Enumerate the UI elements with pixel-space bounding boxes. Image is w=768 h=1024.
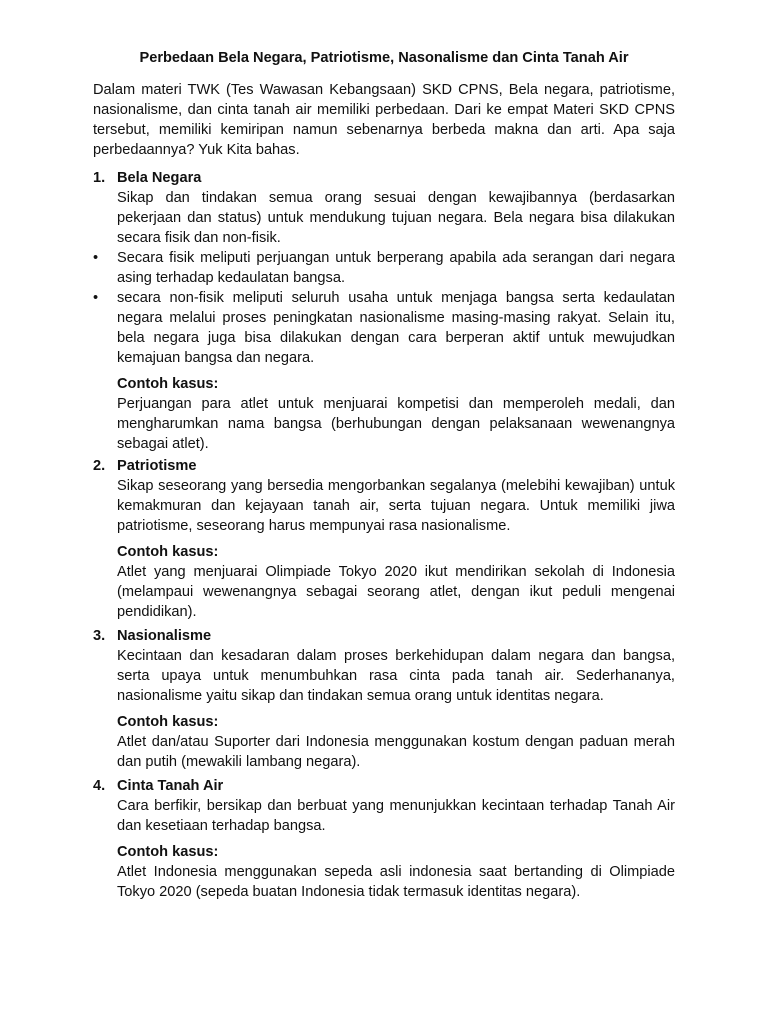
section-body: Sikap dan tindakan semua orang sesuai dengan kewajibannya (berdasarkan pekerjaan dan status) untuk mendukung tujuan negara. Bela negara bisa dilakukan secara fisik dan non-fisik. bbox=[117, 190, 675, 246]
section-cinta-tanah-air bbox=[93, 776, 675, 902]
bullet-text: Secara fisik meliputi perjuangan untuk berperang apabila ada serangan dari negara asing terhadap kedaulatan bangsa. bbox=[117, 250, 675, 286]
bullet-list bbox=[93, 248, 675, 368]
bullet-icon: • bbox=[93, 250, 99, 266]
bullet-item bbox=[93, 248, 675, 288]
section-nasionalisme bbox=[93, 626, 675, 772]
section-heading: Cinta Tanah Air bbox=[117, 778, 224, 794]
section-heading: Bela Negara bbox=[117, 170, 202, 186]
example-label: Contoh kasus: bbox=[117, 844, 219, 860]
section-body: Sikap seseorang yang bersedia mengorbankan segalanya (melebihi kewajiban) untuk kemakmuran dan kejayaan tanah air, serta tujuan negara. Untuk memiliki jiwa patriotisme, seseorang harus mempunyai rasa nasionalisme. bbox=[117, 478, 675, 534]
bullet-text: secara non-fisik meliputi seluruh usaha untuk menjaga bangsa serta kedaulatan negara melalui proses peningkatan nasionalisme masing-masing rakyat. Selain itu, bela negara juga bisa dilakukan dengan cara berperan aktif untuk mewujudkan kemajuan bangsa dan negara. bbox=[117, 290, 675, 366]
section-heading: Nasionalisme bbox=[117, 628, 212, 644]
example-text: Atlet Indonesia menggunakan sepeda asli indonesia saat bertanding di Olimpiade Tokyo 2020 (sepeda buatan Indonesia tidak termasuk identitas negara). bbox=[117, 864, 675, 900]
example-text: Atlet yang menjuarai Olimpiade Tokyo 2020 ikut mendirikan sekolah di Indonesia (melampaui wewenangnya sebagai seorang atlet, dengan ikut peduli mengenai pendidikan). bbox=[117, 564, 675, 620]
section-number: 2. bbox=[93, 458, 106, 474]
example-label: Contoh kasus: bbox=[117, 544, 219, 560]
document-title: Perbedaan Bela Negara, Patriotisme, Nasonalisme dan Cinta Tanah Air bbox=[139, 50, 629, 66]
section-number: 4. bbox=[93, 778, 106, 794]
bullet-item bbox=[93, 288, 675, 368]
bullet-icon: • bbox=[93, 290, 99, 306]
example-text: Perjuangan para atlet untuk menjuarai kompetisi dan memperoleh medali, dan mengharumkan nama bangsa (berhubungan dengan pelaksanaan wewenangnya sebagai atlet). bbox=[117, 396, 675, 452]
section-heading: Patriotisme bbox=[117, 458, 197, 474]
example-label: Contoh kasus: bbox=[117, 714, 219, 730]
section-number: 3. bbox=[93, 628, 106, 644]
example-label: Contoh kasus: bbox=[117, 376, 219, 392]
section-number: 1. bbox=[93, 170, 106, 186]
section-body: Cara berfikir, bersikap dan berbuat yang menunjukkan kecintaan terhadap Tanah Air dan kesetiaan terhadap bangsa. bbox=[117, 798, 675, 834]
section-patriotisme bbox=[93, 456, 675, 622]
example-text: Atlet dan/atau Suporter dari Indonesia menggunakan kostum dengan paduan merah dan putih (mewakili lambang negara). bbox=[117, 734, 675, 770]
section-body: Kecintaan dan kesadaran dalam proses berkehidupan dalam negara dan bangsa, serta upaya untuk menumbuhkan rasa cinta pada tanah air. Sederhananya, nasionalisme yaitu sikap dan tindakan semua orang untuk identitas negara. bbox=[117, 648, 675, 704]
intro-paragraph: Dalam materi TWK (Tes Wawasan Kebangsaan) SKD CPNS, Bela negara, patriotisme, nasionalisme, dan cinta tanah air memiliki perbedaan. Dari ke empat Materi SKD CPNS tersebut, memiliki kemiripan namun sebenarnya berbeda makna dan arti. Apa saja perbedaannya? Yuk Kita bahas. bbox=[93, 82, 675, 158]
section-bela-negara bbox=[93, 168, 675, 454]
